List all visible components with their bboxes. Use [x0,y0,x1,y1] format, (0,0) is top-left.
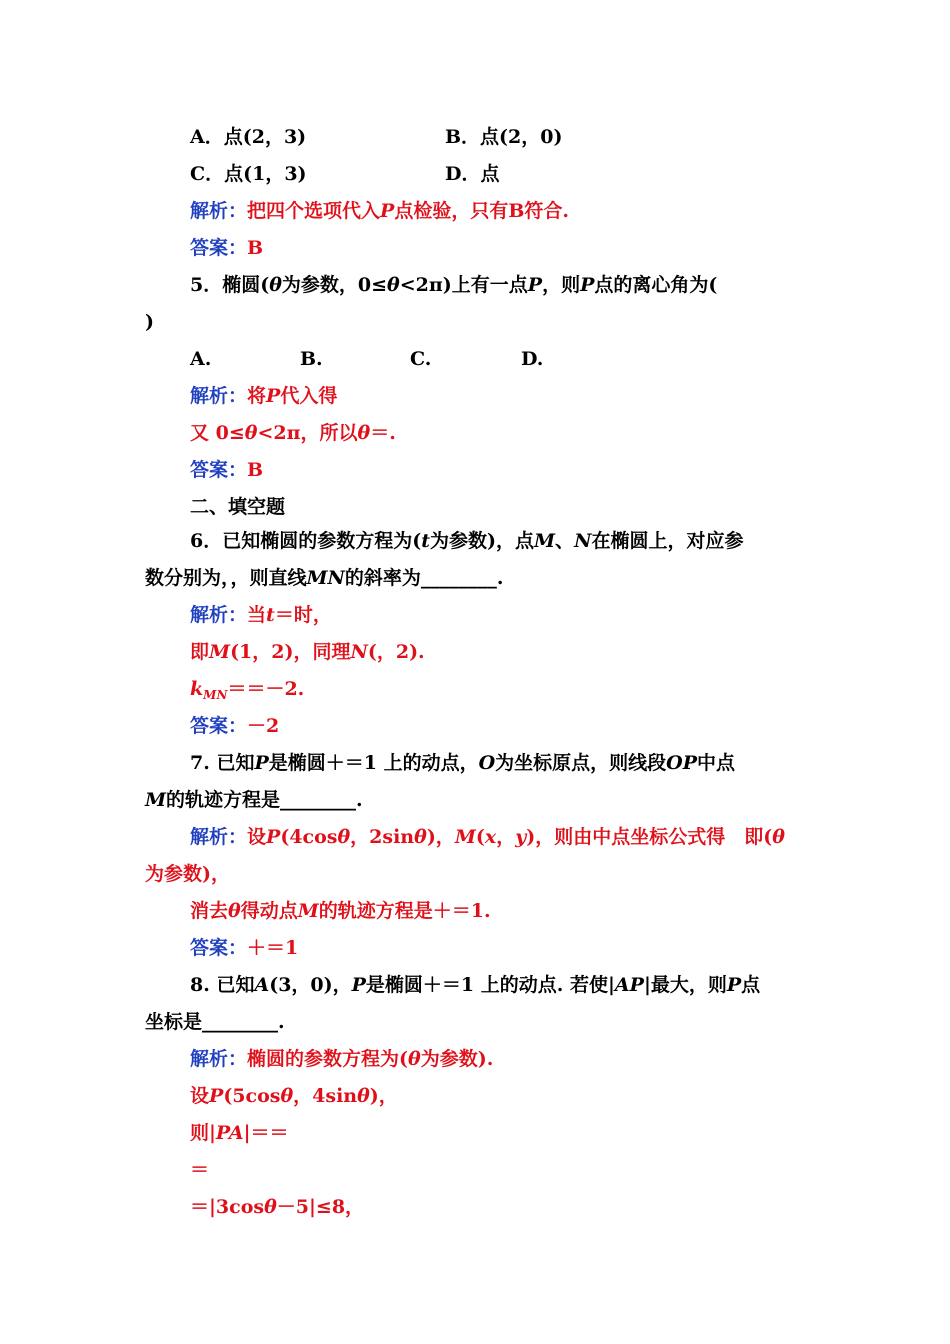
text-run: P [209,1085,224,1107]
text-run: A [254,974,270,996]
text-run: (4cos [280,826,338,848]
text-run: 是椭圆＋＝1 上的动点. 若使| [365,974,615,996]
q8-stem-line2 [145,1007,285,1037]
q4-option-a: A．点(2，3) [190,126,307,148]
text-run: P [351,974,366,996]
text-run: ) [145,311,154,333]
text-run: )， [369,1085,398,1107]
text-run: (1，2)，同理 [230,641,351,663]
text-run: ， [496,826,516,848]
text-run: M [145,789,167,811]
text-run: 5．椭圆( [190,274,270,296]
q7-stem [190,748,735,778]
text-run: 消去 [190,900,229,922]
text-run: ，则 [542,274,581,296]
text-run: MN [203,688,228,702]
q6-stem [190,526,743,556]
q6-analysis-line2 [190,637,425,667]
text-run: 当 [247,604,267,626]
text-run: (5cos [223,1085,281,1107]
q6-answer [190,711,279,741]
q8-analysis [190,1044,493,1074]
text-run: P [380,200,395,222]
text-run: 中点 [697,752,736,774]
text-run: 点 [741,974,761,996]
text-run: ＝. [370,422,396,444]
text-run: θ [337,826,351,848]
text-run: |最大，则 [643,974,727,996]
text-run: PA [215,1122,244,1144]
q4-option-c: C．点(1，3) [190,163,307,185]
answer-value: ＋＝1 [247,937,299,959]
q7-analysis [190,822,785,852]
q5-option-d: D. [521,348,544,370]
text-run: N [574,530,592,552]
q6-stem-line2 [145,563,504,593]
q8-analysis-line3 [190,1118,289,1148]
text-run: 将 [247,385,267,407]
answer-value: B [247,237,264,259]
text-run: θ [280,1085,294,1107]
text-run: 的轨迹方程是________. [166,789,363,811]
text-run: 点的离心角为( [594,274,718,296]
text-run: 点检验，只有B符合. [394,200,570,222]
text-run: ( [475,826,485,848]
q5-stem [190,270,717,300]
analysis-label: 解析： [190,1048,248,1070]
text-run: M [297,900,319,922]
answer-label: 答案： [190,459,248,481]
text-run: P [726,974,742,996]
q4-options-row1 [190,122,810,152]
text-run: 数分别为，，则直线 [145,567,307,589]
analysis-label: 解析： [190,826,248,848]
text-run: 得动点 [240,900,298,922]
text-run: MN [306,567,345,589]
q5-analysis-line2 [190,418,396,448]
text-run: θ [408,1048,421,1070]
text-run: 为坐标原点，则线段 [495,752,667,774]
q8-stem [190,970,760,1000]
answer-label: 答案： [190,937,248,959]
text-run: <2π，所以 [257,422,358,444]
text-run: P [266,385,281,407]
q8-analysis-line4 [190,1155,209,1185]
text-run: 的轨迹方程是＋＝1. [318,900,491,922]
text-run: AP [614,974,644,996]
q5-option-b: B. [300,348,323,370]
analysis-label: 解析： [190,200,248,222]
text-run: 设 [190,1085,210,1107]
text-run: M [534,530,556,552]
text-run: θ [414,826,427,848]
text-run: 坐标是________. [145,1011,285,1033]
q4-analysis [190,196,569,226]
text-run: 为参数)， [145,863,230,885]
text-run: θ [387,274,400,296]
text-run: 代入得 [280,385,338,407]
text-run: t [421,530,430,552]
text-run: 即 [190,641,210,663]
text-run: θ [264,1196,277,1218]
text-run: －5|≤8， [276,1196,365,1218]
text-run: 6．已知椭圆的参数方程为( [190,530,422,552]
text-run: 为参数，0≤ [281,274,388,296]
answer-value: B [247,459,264,481]
text-run: M [209,641,231,663]
text-run: <2π)上有一点 [399,274,528,296]
q5-analysis [190,381,337,411]
text-run: x [484,826,497,848]
text-run: 又 0≤ [190,422,245,444]
text-run: )， [426,826,455,848]
q7-answer [190,933,298,963]
text-run: (，2). [367,641,425,663]
text-run: θ [269,274,282,296]
text-run: 8. 已知 [190,974,255,996]
q7-analysis-line2 [145,859,230,889]
text-run: y [515,826,527,848]
q5-options [190,344,810,374]
text-run: 设 [247,826,267,848]
text-run: |＝＝ [243,1122,289,1144]
text-run: θ [244,422,258,444]
q7-stem-line2 [145,785,363,815]
text-run: ，2sin [350,826,415,848]
q5-answer [190,455,263,485]
text-run: 则| [190,1122,216,1144]
text-run: O [478,752,496,774]
q4-options-row2 [190,159,810,189]
text-run: t [266,604,275,626]
q6-analysis-line3 [190,674,304,704]
text-run: 为参数)，点 [430,530,534,552]
analysis-label: 解析： [190,385,248,407]
text-run: 把四个选项代入 [247,200,381,222]
answer-value: －2 [247,715,280,737]
text-run: OP [666,752,698,774]
text-run: ＝时， [274,604,332,626]
text-run: ，4sin [293,1085,358,1107]
text-run: 7. 已知 [190,752,255,774]
q5-option-a: A. [190,348,212,370]
q8-analysis-line5 [190,1192,364,1222]
analysis-label: 解析： [190,604,248,626]
text-run: )，则由中点坐标公式得 即( [526,826,773,848]
text-run: θ [772,826,785,848]
text-run: 、 [555,530,575,552]
text-run: ＝ [190,1159,210,1181]
text-run: 为参数). [420,1048,494,1070]
answer-label: 答案： [190,237,248,259]
text-run: P [266,826,281,848]
text-run: θ [228,900,241,922]
q8-analysis-line2 [190,1081,398,1111]
text-run: N [350,641,368,663]
text-run: 在椭圆上，对应参 [591,530,744,552]
answer-label: 答案： [190,715,248,737]
q4-option-b: B．点(2，0) [445,126,563,148]
text-run: P [580,274,595,296]
text-run: ＝|3cos [190,1196,265,1218]
text-run: 椭圆的参数方程为( [247,1048,409,1070]
text-run: M [454,826,476,848]
text-run: (3，0)， [269,974,352,996]
q4-answer [190,233,263,263]
text-run: 的斜率为________. [344,567,504,589]
text-run: k [190,678,204,700]
text-run: ＝＝－2. [227,678,305,700]
q4-option-d: D．点 [445,163,500,185]
text-run: P [527,274,543,296]
text-run: P [254,752,269,774]
text-run: θ [357,1085,370,1107]
section-title: 二、填空题 [190,496,286,518]
q6-analysis [190,600,332,630]
text-run: 是椭圆＋＝1 上的动点， [268,752,479,774]
q5-option-c: C. [410,348,432,370]
q7-analysis-line3 [190,896,491,926]
text-run: θ [357,422,371,444]
q5-stem-close [145,307,154,337]
